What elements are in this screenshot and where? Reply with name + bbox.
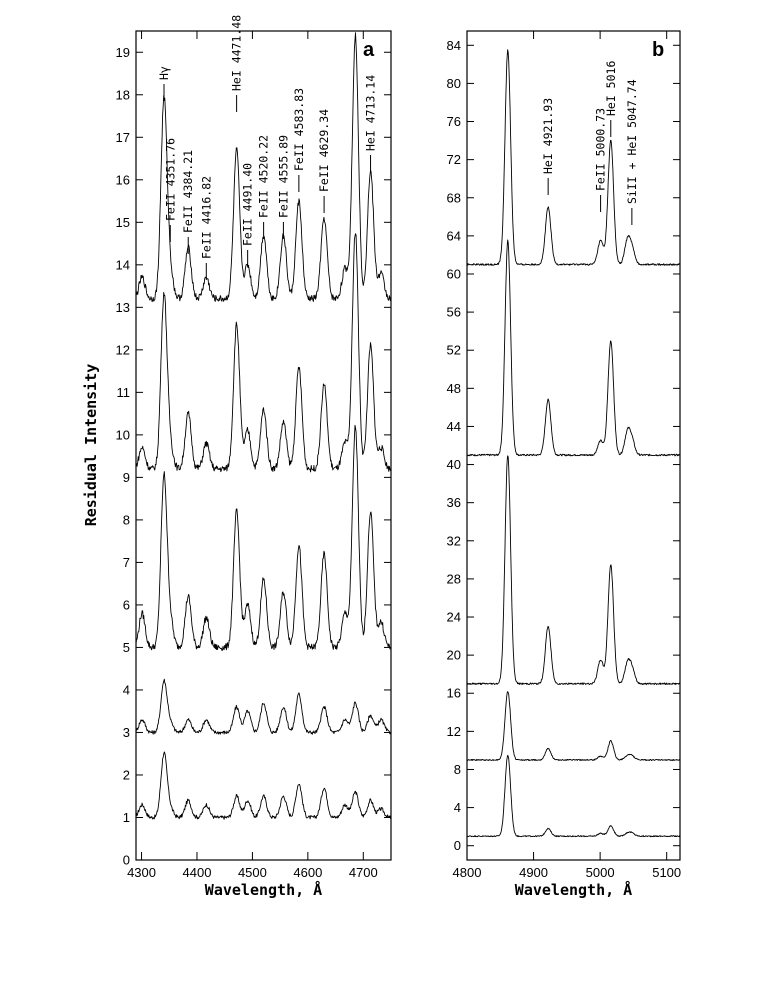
panel-label: a bbox=[363, 39, 375, 61]
x-tick-label: 5000 bbox=[585, 865, 615, 880]
line-label: HeI 4713.14 bbox=[363, 74, 378, 151]
line-label: HeI 4921.93 bbox=[541, 97, 556, 174]
panel-label: b bbox=[652, 39, 665, 61]
x-tick-label: 5100 bbox=[652, 865, 682, 880]
spectrum-trace bbox=[467, 692, 680, 761]
line-label: FeII 5000.73 bbox=[593, 107, 608, 191]
y-tick-label: 28 bbox=[446, 571, 461, 587]
y-tick-label: 52 bbox=[446, 342, 461, 358]
y-tick-label: 5 bbox=[122, 639, 130, 655]
y-tick-label: 0 bbox=[122, 852, 130, 868]
spectrum-trace bbox=[467, 240, 680, 456]
y-tick-label: 0 bbox=[453, 838, 461, 854]
line-label: FeII 4351.76 bbox=[163, 137, 178, 221]
y-tick-label: 44 bbox=[446, 418, 461, 434]
y-tick-label: 84 bbox=[446, 37, 461, 53]
line-label: Hγ bbox=[156, 66, 171, 80]
y-tick-label: 32 bbox=[446, 533, 461, 549]
plot-frame bbox=[467, 31, 680, 860]
line-label: FeII 4583.83 bbox=[291, 87, 306, 171]
y-tick-label: 9 bbox=[122, 469, 130, 485]
y-tick-label: 48 bbox=[446, 380, 461, 396]
y-axis-label: Residual Intensity bbox=[82, 363, 100, 527]
x-tick-label: 4400 bbox=[182, 865, 212, 880]
y-tick-label: 12 bbox=[115, 342, 130, 358]
y-tick-label: 17 bbox=[115, 129, 130, 145]
y-tick-label: 6 bbox=[122, 597, 130, 613]
y-tick-label: 12 bbox=[446, 723, 461, 739]
spectrum-trace bbox=[136, 752, 391, 819]
spectrum-trace bbox=[467, 50, 680, 266]
y-tick-label: 3 bbox=[122, 724, 130, 740]
y-tick-label: 1 bbox=[122, 809, 130, 825]
y-tick-label: 13 bbox=[115, 299, 130, 315]
x-tick-label: 4800 bbox=[452, 865, 482, 880]
y-tick-label: 4 bbox=[453, 800, 461, 816]
y-tick-label: 16 bbox=[115, 172, 130, 188]
spectrum-trace bbox=[467, 755, 680, 836]
y-tick-label: 11 bbox=[116, 384, 130, 400]
y-tick-label: 36 bbox=[446, 495, 461, 511]
panel-b bbox=[447, 31, 682, 899]
x-tick-label: 4700 bbox=[348, 865, 378, 880]
y-tick-label: 7 bbox=[122, 554, 130, 570]
y-tick-label: 56 bbox=[446, 304, 461, 320]
line-label: HeI 5016 bbox=[603, 60, 618, 116]
x-tick-label: 4900 bbox=[519, 865, 549, 880]
line-label: FeII 4384.21 bbox=[181, 149, 196, 233]
y-tick-label: 64 bbox=[446, 228, 461, 244]
y-tick-label: 14 bbox=[115, 257, 130, 273]
line-label: FeII 4416.82 bbox=[199, 175, 214, 259]
line-label: FeII 4555.89 bbox=[276, 134, 291, 218]
line-label: FeII 4629.34 bbox=[317, 108, 332, 192]
y-tick-label: 4 bbox=[122, 682, 130, 698]
y-tick-label: 60 bbox=[446, 266, 461, 282]
y-tick-label: 40 bbox=[446, 457, 461, 473]
panel-a bbox=[116, 15, 391, 899]
y-tick-label: 72 bbox=[446, 152, 461, 168]
y-tick-label: 8 bbox=[453, 761, 461, 777]
y-tick-label: 2 bbox=[122, 767, 130, 783]
spectrum-trace bbox=[467, 456, 680, 685]
spectra-traces bbox=[467, 50, 680, 837]
y-tick-label: 18 bbox=[115, 87, 130, 103]
spectrum-trace bbox=[136, 234, 391, 472]
x-tick-label: 4500 bbox=[237, 865, 267, 880]
y-tick-label: 16 bbox=[446, 685, 461, 701]
y-tick-label: 76 bbox=[446, 114, 461, 130]
line-label: SiII + HeI 5047.74 bbox=[624, 79, 639, 204]
y-tick-label: 19 bbox=[115, 44, 130, 60]
line-label: FeII 4520.22 bbox=[256, 134, 271, 218]
y-tick-label: 10 bbox=[115, 427, 130, 443]
line-label: FeII 4491.40 bbox=[240, 162, 255, 246]
x-tick-label: 4600 bbox=[293, 865, 323, 880]
x-axis-label: Wavelength, Å bbox=[204, 881, 323, 899]
y-tick-label: 24 bbox=[446, 609, 461, 625]
line-label: HeI 4471.48 bbox=[229, 14, 244, 91]
x-tick-label: 4300 bbox=[127, 865, 157, 880]
x-axis-label: Wavelength, Å bbox=[514, 881, 633, 899]
y-tick-label: 15 bbox=[115, 214, 130, 230]
y-tick-label: 68 bbox=[446, 190, 461, 206]
y-tick-label: 20 bbox=[446, 647, 461, 663]
y-tick-label: 80 bbox=[446, 75, 461, 91]
spectrum-trace bbox=[136, 679, 391, 734]
y-tick-label: 8 bbox=[122, 512, 130, 528]
